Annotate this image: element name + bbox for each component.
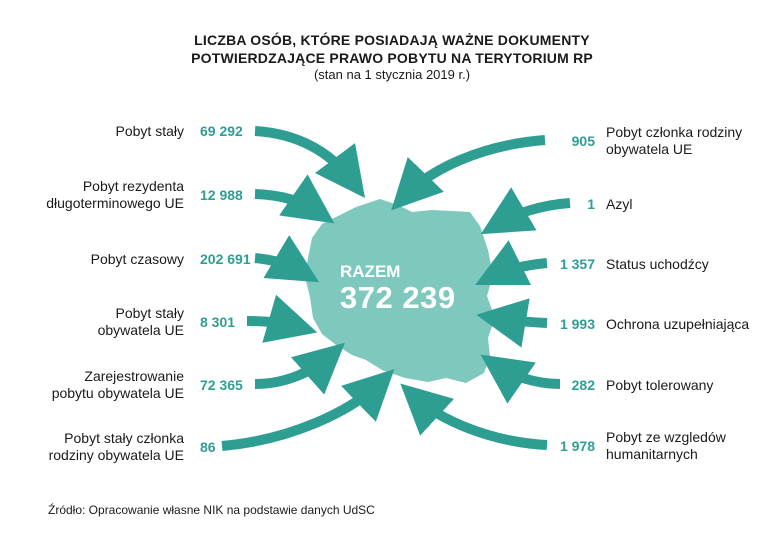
left-label-1: Pobyt stały — [115, 123, 184, 139]
title-line-2: POTWIERDZAJĄCE PRAWO POBYTU NA TERYTORIUM RP — [191, 50, 593, 66]
right-label-6: Pobyt ze wzgledów humanitarnych — [606, 429, 726, 462]
arrow-staly-ue — [247, 321, 298, 327]
right-label-5: Pobyt tolerowany — [606, 377, 714, 393]
right-value-3: 1 357 — [559, 256, 595, 272]
arrow-staly-czlonek — [222, 383, 380, 446]
left-label-4: Pobyt stały obywatela UE — [97, 305, 184, 338]
left-value-5: 72 365 — [200, 377, 243, 393]
right-label-2: Azyl — [606, 196, 633, 212]
left-label-3: Pobyt czasowy — [90, 251, 184, 267]
left-value-3: 202 691 — [200, 251, 251, 267]
left-value-2: 12 988 — [200, 187, 243, 203]
left-label-5: Zarejestrowanie pobytu obywatela UE — [51, 368, 184, 401]
right-value-5: 282 — [571, 377, 595, 393]
arrow-pobyt-staly — [255, 131, 353, 182]
arrow-zarejestrowanie — [255, 356, 330, 384]
arrow-czasowy — [255, 258, 302, 272]
right-label-3: Status uchodźcy — [606, 256, 709, 272]
right-value-1: 905 — [571, 133, 595, 149]
left-label-2: Pobyt rezydenta długoterminowego UE — [46, 178, 184, 211]
total-label: RAZEM — [340, 262, 401, 281]
left-label-6: Pobyt stały członka rodziny obywatela UE — [48, 430, 184, 463]
title-line-1: LICZBA OSÓB, KTÓRE POSIADAJĄ WAŻNE DOKUMENTY — [194, 32, 590, 48]
arrow-rezydent — [255, 194, 318, 212]
left-value-6: 86 — [200, 439, 216, 455]
right-value-6: 1 978 — [559, 438, 595, 454]
source-note: Źródło: Opracowanie własne NIK na podstawie danych UdSC — [48, 503, 375, 517]
right-value-4: 1 993 — [559, 316, 595, 332]
left-value-1: 69 292 — [200, 123, 243, 139]
right-label-4: Ochrona uzupełniająca — [606, 316, 750, 332]
right-value-2: 1 — [587, 196, 595, 212]
subtitle: (stan na 1 stycznia 2019 r.) — [313, 67, 471, 82]
total-value: 372 239 — [340, 280, 456, 315]
left-value-4: 8 301 — [200, 314, 236, 330]
right-label-1: Pobyt członka rodziny obywatela UE — [606, 124, 743, 157]
